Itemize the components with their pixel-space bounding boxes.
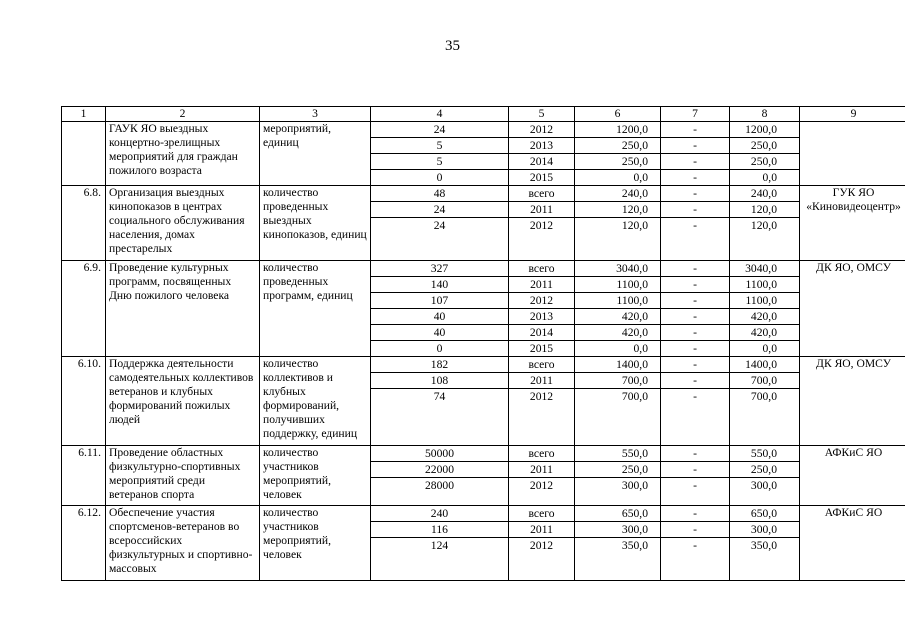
regional-funding: 550,0: [730, 446, 799, 462]
indicator-value: 24: [371, 122, 508, 138]
funding-total: 550,0: [575, 446, 660, 462]
period-year: 2012: [509, 122, 574, 138]
federal-funding: -: [693, 219, 697, 232]
federal-funding: -: [693, 171, 697, 184]
executor-name: АФКиС ЯО: [800, 506, 905, 581]
executor-name: [800, 122, 905, 186]
period-year: всего: [509, 186, 574, 202]
regional-funding-cell: [730, 357, 800, 446]
funding-total-cell: [575, 446, 661, 506]
funding-total: 250,0: [575, 154, 660, 170]
period-year: 2012: [509, 293, 574, 309]
table-row: [62, 122, 905, 186]
federal-funding: -: [661, 325, 729, 341]
indicator-value: 50000: [371, 446, 508, 462]
indicator-value: 0: [436, 342, 443, 355]
regional-funding-cell: [730, 506, 800, 581]
regional-funding: 300,0: [750, 479, 777, 492]
funding-total: 1200,0: [575, 122, 660, 138]
funding-total-cell: [575, 506, 661, 581]
program-table: [61, 106, 905, 581]
executor-name: ДК ЯО, ОМСУ: [800, 261, 905, 357]
indicator-value: 240: [371, 506, 508, 522]
measure-name: Проведение областных физкультурно-спортивных мероприятий среди ветеранов спорта: [106, 446, 260, 506]
funding-total: 240,0: [575, 186, 660, 202]
measure-name: Проведение культурных программ, посвященных Дню пожилого человека: [106, 261, 260, 357]
funding-total: 120,0: [575, 202, 660, 218]
federal-funding: -: [661, 202, 729, 218]
regional-funding: 250,0: [730, 138, 799, 154]
indicator-value-cell: [371, 122, 509, 186]
federal-funding: -: [661, 446, 729, 462]
indicator-value: 40: [371, 309, 508, 325]
period-year: 2014: [509, 325, 574, 341]
executor-name: ГУК ЯО «Киновидеоцентр»: [800, 186, 905, 261]
period-year: всего: [509, 446, 574, 462]
period-year-cell: [509, 506, 575, 581]
item-number: 6.11.: [62, 446, 106, 506]
indicator-name: мероприятий, единиц: [260, 122, 371, 186]
period-year: всего: [509, 357, 574, 373]
column-header-6: 6: [575, 107, 661, 122]
item-number: 6.10.: [62, 357, 106, 446]
funding-total: 0,0: [633, 342, 648, 355]
indicator-value-cell: [371, 446, 509, 506]
table-row: [62, 446, 905, 506]
federal-funding: -: [661, 277, 729, 293]
funding-total-cell: [575, 186, 661, 261]
regional-funding: 700,0: [730, 373, 799, 389]
funding-total-cell: [575, 122, 661, 186]
indicator-name: количество коллективов и клубных формирований, получивших поддержку, единиц: [260, 357, 371, 446]
period-year: 2013: [509, 138, 574, 154]
regional-funding: 420,0: [730, 325, 799, 341]
item-number: 6.12.: [62, 506, 106, 581]
funding-total: 420,0: [575, 309, 660, 325]
table-row: [62, 186, 905, 261]
column-header-2: 2: [106, 107, 260, 122]
indicator-value: 74: [433, 390, 446, 403]
period-year: 2011: [509, 522, 574, 538]
funding-total: 1100,0: [575, 277, 660, 293]
column-header-8: 8: [730, 107, 800, 122]
funding-total: 0,0: [633, 171, 648, 184]
federal-funding-cell: [661, 186, 730, 261]
funding-total: 1400,0: [575, 357, 660, 373]
federal-funding: -: [661, 186, 729, 202]
period-year: 2012: [529, 390, 554, 403]
regional-funding: 3040,0: [730, 261, 799, 277]
period-year: 2011: [509, 462, 574, 478]
period-year-cell: [509, 186, 575, 261]
regional-funding: 350,0: [750, 539, 777, 552]
period-year: всего: [509, 261, 574, 277]
federal-funding-cell: [661, 122, 730, 186]
funding-total: 120,0: [621, 219, 648, 232]
federal-funding: -: [693, 479, 697, 492]
regional-funding: 420,0: [730, 309, 799, 325]
item-number: 6.9.: [62, 261, 106, 357]
regional-funding: 650,0: [730, 506, 799, 522]
federal-funding-cell: [661, 357, 730, 446]
federal-funding-cell: [661, 446, 730, 506]
regional-funding-cell: [730, 261, 800, 357]
federal-funding: -: [661, 293, 729, 309]
measure-name: Поддержка деятельности самодеятельных коллективов ветеранов и клубных формирований пожилых людей: [106, 357, 260, 446]
indicator-value: 40: [371, 325, 508, 341]
column-header-7: 7: [661, 107, 730, 122]
federal-funding: -: [693, 390, 697, 403]
funding-total: 3040,0: [575, 261, 660, 277]
regional-funding: 120,0: [730, 202, 799, 218]
indicator-value: 22000: [371, 462, 508, 478]
funding-total: 700,0: [621, 390, 648, 403]
period-year: 2011: [509, 373, 574, 389]
regional-funding: 1100,0: [730, 293, 799, 309]
regional-funding: 0,0: [762, 171, 777, 184]
regional-funding: 250,0: [730, 154, 799, 170]
period-year-cell: [509, 122, 575, 186]
funding-total-cell: [575, 261, 661, 357]
indicator-value-cell: [371, 186, 509, 261]
table-row: [62, 261, 905, 357]
funding-total: 420,0: [575, 325, 660, 341]
funding-total: 350,0: [621, 539, 648, 552]
period-year: 2012: [529, 539, 554, 552]
indicator-value: 28000: [425, 479, 454, 492]
funding-total: 700,0: [575, 373, 660, 389]
funding-total: 250,0: [575, 462, 660, 478]
regional-funding-cell: [730, 186, 800, 261]
period-year: 2011: [509, 202, 574, 218]
executor-name: ДК ЯО, ОМСУ: [800, 357, 905, 446]
indicator-value: 116: [371, 522, 508, 538]
period-year: 2014: [509, 154, 574, 170]
regional-funding: 1400,0: [730, 357, 799, 373]
period-year: 2015: [529, 171, 554, 184]
federal-funding-cell: [661, 506, 730, 581]
federal-funding: -: [661, 506, 729, 522]
regional-funding-cell: [730, 122, 800, 186]
indicator-value: 5: [371, 154, 508, 170]
federal-funding: -: [661, 373, 729, 389]
funding-total: 250,0: [575, 138, 660, 154]
funding-total: 1100,0: [575, 293, 660, 309]
period-year: 2015: [529, 342, 554, 355]
federal-funding: -: [661, 462, 729, 478]
period-year: 2011: [509, 277, 574, 293]
column-header-9: 9: [800, 107, 905, 122]
funding-total-cell: [575, 357, 661, 446]
funding-total: 300,0: [575, 522, 660, 538]
executor-name: АФКиС ЯО: [800, 446, 905, 506]
regional-funding: 240,0: [730, 186, 799, 202]
funding-total: 650,0: [575, 506, 660, 522]
regional-funding-cell: [730, 446, 800, 506]
indicator-value: 107: [371, 293, 508, 309]
measure-name: Обеспечение участия спортсменов-ветеранов во всероссийских физкультурных и спортивно-массовых: [106, 506, 260, 581]
federal-funding-cell: [661, 261, 730, 357]
federal-funding: -: [661, 122, 729, 138]
indicator-value-cell: [371, 261, 509, 357]
column-header-4: 4: [371, 107, 509, 122]
regional-funding: 300,0: [730, 522, 799, 538]
indicator-value: 24: [371, 202, 508, 218]
indicator-value: 140: [371, 277, 508, 293]
federal-funding: -: [661, 138, 729, 154]
indicator-value-cell: [371, 506, 509, 581]
period-year: 2012: [529, 479, 554, 492]
regional-funding: 1100,0: [730, 277, 799, 293]
measure-name: ГАУК ЯО выездных концертно-зрелищных мероприятий для граждан пожилого возраста: [106, 122, 260, 186]
indicator-value: 5: [371, 138, 508, 154]
column-header-1: 1: [62, 107, 106, 122]
period-year-cell: [509, 446, 575, 506]
indicator-value: 0: [436, 171, 443, 184]
federal-funding: -: [661, 309, 729, 325]
indicator-value: 108: [371, 373, 508, 389]
regional-funding: 700,0: [750, 390, 777, 403]
indicator-value: 327: [371, 261, 508, 277]
period-year: 2012: [529, 219, 554, 232]
table-row: [62, 357, 905, 446]
period-year-cell: [509, 357, 575, 446]
period-year: всего: [509, 506, 574, 522]
indicator-value: 182: [371, 357, 508, 373]
indicator-value: 124: [430, 539, 449, 552]
regional-funding: 120,0: [750, 219, 777, 232]
federal-funding: -: [661, 522, 729, 538]
column-header-5: 5: [509, 107, 575, 122]
regional-funding: 0,0: [762, 342, 777, 355]
regional-funding: 1200,0: [730, 122, 799, 138]
indicator-name: количество участников мероприятий, человек: [260, 506, 371, 581]
item-number: 6.8.: [62, 186, 106, 261]
table-row: [62, 506, 905, 581]
indicator-value-cell: [371, 357, 509, 446]
federal-funding: -: [693, 539, 697, 552]
federal-funding: -: [661, 357, 729, 373]
federal-funding: -: [661, 154, 729, 170]
indicator-name: количество участников мероприятий, человек: [260, 446, 371, 506]
item-number: [62, 122, 106, 186]
measure-name: Организация выездных кинопоказов в центрах социального обслуживания населения, домах престарелых: [106, 186, 260, 261]
period-year: 2013: [509, 309, 574, 325]
indicator-name: количество проведенных выездных кинопоказов, единиц: [260, 186, 371, 261]
federal-funding: -: [661, 261, 729, 277]
page-number: 35: [445, 38, 460, 54]
funding-total: 300,0: [621, 479, 648, 492]
indicator-value: 48: [371, 186, 508, 202]
period-year-cell: [509, 261, 575, 357]
indicator-name: количество проведенных программ, единиц: [260, 261, 371, 357]
federal-funding: -: [693, 342, 697, 355]
column-header-3: 3: [260, 107, 371, 122]
regional-funding: 250,0: [730, 462, 799, 478]
table-header-row: [62, 107, 905, 122]
indicator-value: 24: [433, 219, 446, 232]
